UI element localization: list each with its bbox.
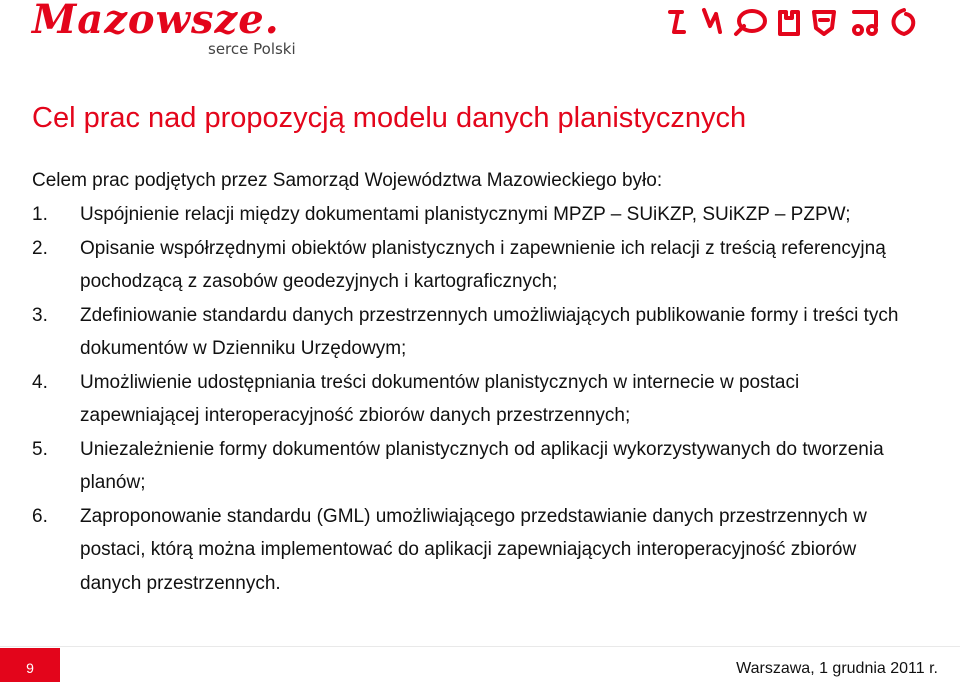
logo-tagline: serce Polski bbox=[208, 40, 296, 58]
list-item-number: 5. bbox=[32, 438, 48, 460]
glyph-7-icon bbox=[894, 10, 914, 34]
slide-title: Cel prac nad propozycją modelu danych planistycznych bbox=[32, 102, 747, 134]
glyph-3-icon bbox=[736, 11, 765, 34]
decorative-ornaments bbox=[664, 4, 934, 38]
list-item-number: 6. bbox=[32, 505, 48, 527]
logo-wordmark: Mazowsze. bbox=[32, 0, 280, 43]
glyph-6-icon bbox=[854, 12, 876, 34]
footer-divider bbox=[0, 646, 960, 647]
goals-list bbox=[0, 198, 960, 600]
list-item-text: Opisanie współrzędnymi obiektów planistycznych i zapewnienie ich relacji z treścią referencyjną pochodzącą z zasobów geodezyjnych i kartograficznych; bbox=[80, 237, 886, 292]
glyph-4-icon bbox=[780, 12, 798, 34]
list-item bbox=[0, 198, 960, 232]
list-item-text: Zdefiniowanie standardu danych przestrzennych umożliwiających publikowanie formy i treści tych dokumentów w Dzienniku Urzędowym; bbox=[80, 304, 899, 359]
list-item bbox=[0, 366, 960, 433]
list-item-text: Uspójnienie relacji między dokumentami planistycznymi MPZP – SUiKZP, SUiKZP – PZPW; bbox=[80, 204, 851, 225]
glyph-5-icon bbox=[814, 12, 834, 34]
list-item-text: Uniezależnienie formy dokumentów planistycznych od aplikacji wykorzystywanych do tworzenia planów; bbox=[80, 438, 884, 493]
list-item bbox=[0, 299, 960, 366]
list-item-number: 1. bbox=[32, 204, 48, 225]
list-item-number: 3. bbox=[32, 304, 48, 326]
list-item bbox=[0, 232, 960, 299]
list-item-number: 4. bbox=[32, 371, 48, 393]
list-item-text: Umożliwienie udostępniania treści dokumentów planistycznych w internecie w postaci zapewniającej interoperacyjność zbiorów danych przestrzennych; bbox=[80, 371, 800, 426]
list-item-text: Zaproponowanie standardu (GML) umożliwiającego przedstawianie danych przestrzennych w postaci, którą można implementować do aplikacji zapewniających interoperacyjność zbiorów danych przestrzennych. bbox=[80, 505, 867, 594]
footer-place-date: Warszawa, 1 grudnia 2011 r. bbox=[736, 660, 938, 677]
list-item-number: 2. bbox=[32, 237, 48, 259]
slide-header bbox=[0, 0, 960, 70]
glyph-1-icon bbox=[670, 12, 684, 32]
mazowsze-logo bbox=[32, 2, 312, 62]
glyph-2-icon bbox=[704, 10, 720, 32]
list-item bbox=[0, 433, 960, 500]
page-number: 9 bbox=[0, 648, 60, 682]
list-item bbox=[0, 500, 960, 601]
intro-text: Celem prac podjętych przez Samorząd Województwa Mazowieckiego było: bbox=[32, 170, 663, 191]
